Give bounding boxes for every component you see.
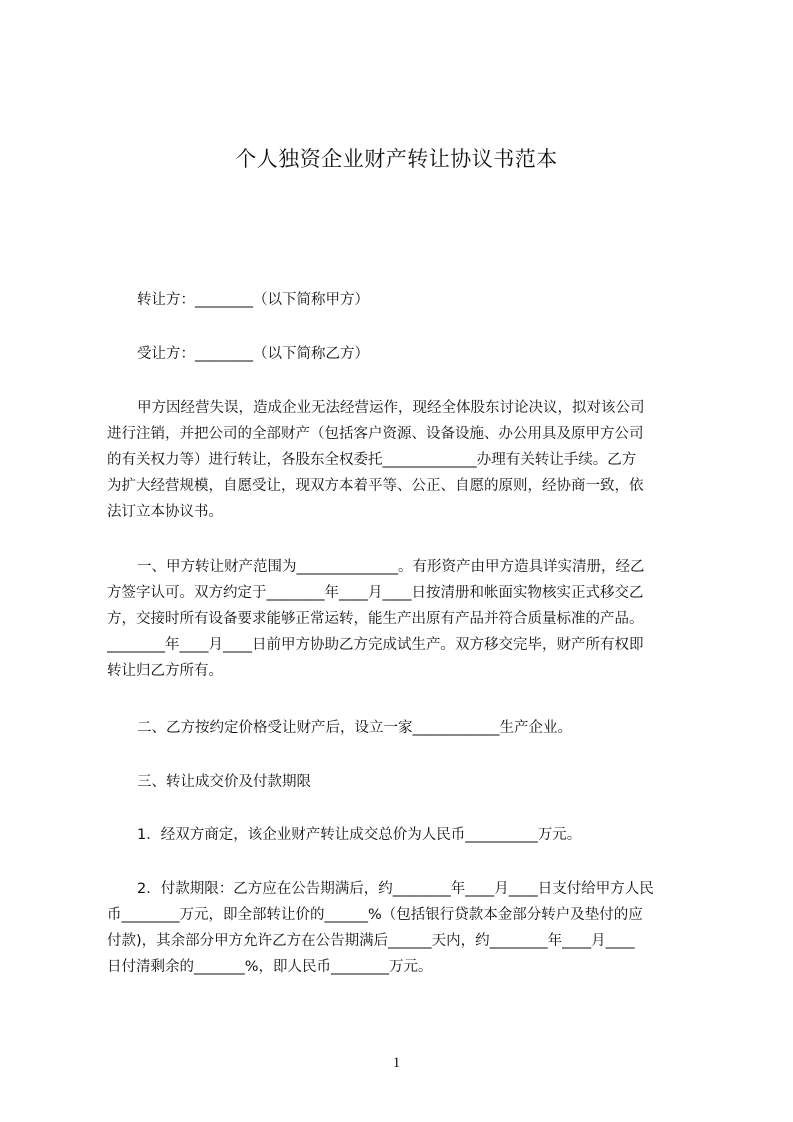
clause-3-item-2-line: 币________万元，即全部转让价的______%（包括银行贷款本金部分转户及垫付的应	[107, 907, 643, 923]
clause-3-item-1: 1．经双方商定，该企业财产转让成交总价为人民币__________万元。	[137, 827, 582, 843]
clause-2-line: 二、乙方按约定价格受让财产后，设立一家____________生产企业。	[137, 720, 572, 736]
clause-3-item-2-line: 2．付款期限：乙方应在公告期满后，约________年____月____日支付给甲方人民	[137, 881, 654, 897]
clause-3-heading: 三、转让成交价及付款期限	[137, 774, 311, 790]
paragraph-line: 法订立本协议书。	[107, 504, 223, 520]
page-number: 1	[392, 1055, 401, 1071]
paragraph-line: 的有关权力等）进行转让，各股东全权委托_____________办理有关转让手续。乙方	[107, 452, 637, 468]
paragraph-line: 进行注销，并把公司的全部财产（包括客户资源、设备设施、办公用具及原甲方公司	[107, 426, 644, 442]
document-title: 个人独资企业财产转让协议书范本	[235, 147, 558, 171]
clause-3-item-2-line: 日付清剩余的_______%，即人民币________万元。	[107, 959, 433, 975]
clause-1-line: 方，交接时所有设备要求能够正常运转，能生产出原有产品并符合质量标准的产品。	[107, 611, 644, 627]
transferee-line: 受让方：________（以下简称乙方）	[137, 346, 369, 362]
clause-1-line: 一、甲方转让财产范围为______________。有形资产由甲方造具详实清册，经乙	[137, 559, 645, 575]
clause-1-line: ________年____月____日前甲方协助乙方完成试生产。双方移交完毕，财产所有权即	[107, 637, 644, 653]
transferor-line: 转让方：________（以下简称甲方）	[137, 292, 369, 308]
clause-3-item-2-line: 付款)，其余部分甲方允许乙方在公告期满后______天内，约________年____月____	[107, 933, 635, 949]
paragraph-line: 甲方因经营失误，造成企业无法经营运作，现经全体股东讨论决议，拟对该公司	[137, 400, 645, 416]
paragraph-line: 为扩大经营规模，自愿受让，现双方本着平等、公正、自愿的原则，经协商一致，依	[107, 478, 644, 494]
clause-1-line: 转让归乙方所有。	[107, 663, 223, 679]
clause-1-line: 方签字认可。双方约定于________年____月____日按清册和帐面实物核实正式移交乙	[107, 585, 644, 601]
